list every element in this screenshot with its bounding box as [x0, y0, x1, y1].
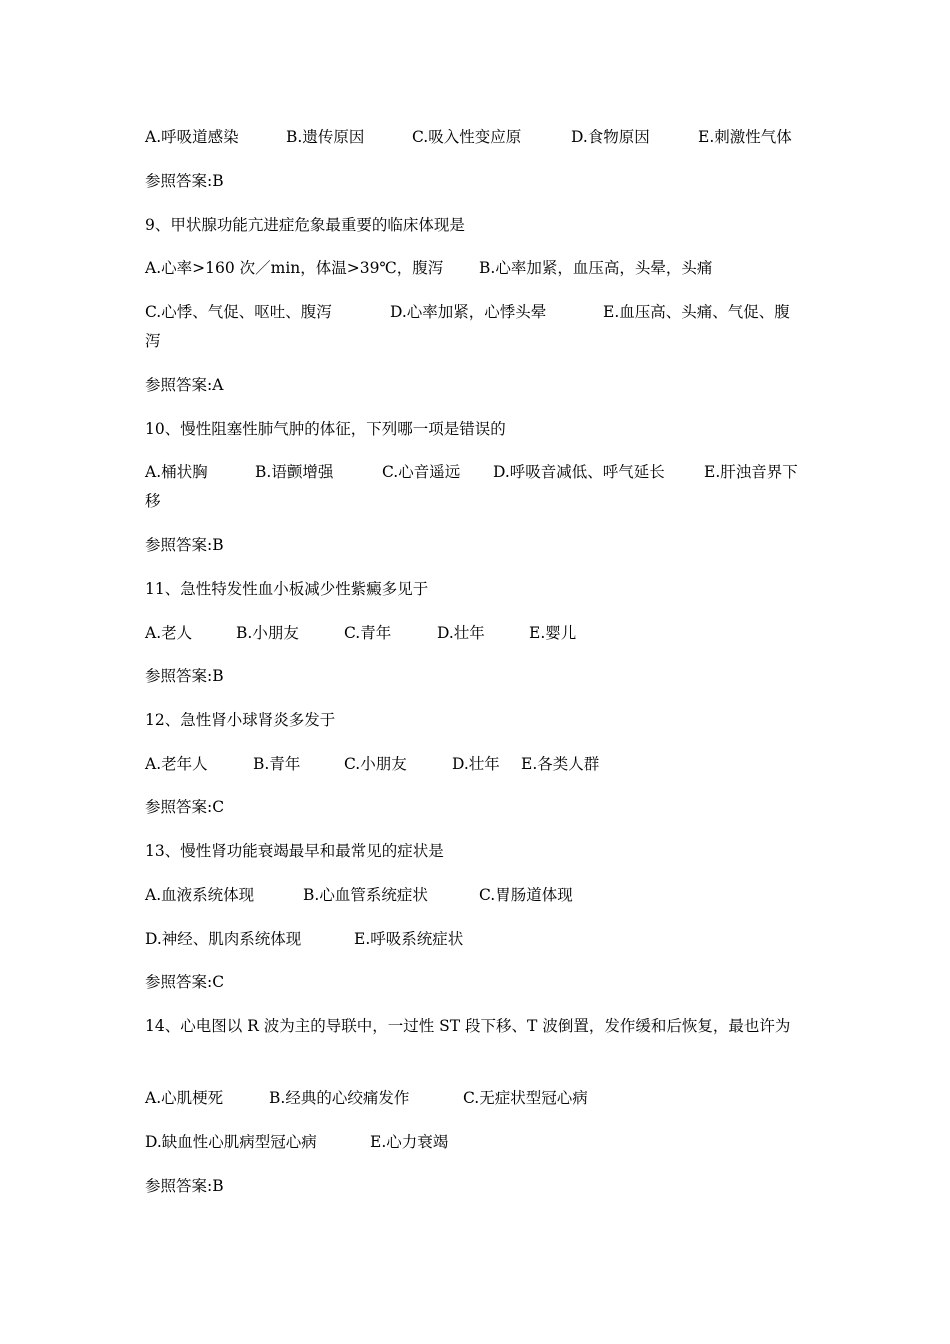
q14-option-d: D.缺血性心肌病型冠心病: [145, 1133, 317, 1151]
q11-answer: 参照答案:B: [145, 667, 224, 685]
q12-option-c: C.小朋友: [344, 755, 407, 773]
q11-option-e: E.婴儿: [529, 624, 577, 642]
q8-option-d: D.食物原因: [571, 128, 650, 146]
q12-question: 12、急性肾小球肾炎多发于: [145, 711, 336, 729]
q11-option-a: A.老人: [145, 624, 193, 642]
q14-option-e: E.心力衰竭: [370, 1133, 449, 1151]
q10-option-a: A.桶状胸: [145, 463, 208, 481]
q13-option-d: D.神经、肌肉系统体现: [145, 930, 302, 948]
q10-option-b: B.语颤增强: [255, 463, 334, 481]
q12-option-b: B.青年: [253, 755, 301, 773]
q10-question: 10、慢性阻塞性肺气肿的体征，下列哪一项是错误的: [145, 420, 506, 438]
q14-answer: 参照答案:B: [145, 1177, 224, 1195]
q8-option-c: C.吸入性变应原: [412, 128, 522, 146]
q13-option-c: C.胃肠道体现: [479, 886, 573, 904]
q9-option-d: D.心率加紧，心悸头晕: [390, 303, 547, 321]
q14-option-c: C.无症状型冠心病: [463, 1089, 588, 1107]
q10-option-e-wrap: 移: [145, 492, 161, 510]
q11-question: 11、急性特发性血小板减少性紫癜多见于: [145, 580, 429, 598]
q14-option-a: A.心肌梗死: [145, 1089, 224, 1107]
q12-option-a: A.老年人: [145, 755, 208, 773]
q13-option-a: A.血液系统体现: [145, 886, 255, 904]
q8-option-a: A.呼吸道感染: [145, 128, 239, 146]
q9-option-e-wrap: 泻: [145, 332, 161, 350]
q10-option-d: D.呼吸音减低、呼气延长: [493, 463, 665, 481]
q11-option-d: D.壮年: [437, 624, 485, 642]
q12-answer: 参照答案:C: [145, 798, 225, 816]
q12-option-d: D.壮年: [452, 755, 500, 773]
q9-option-c: C.心悸、气促、呕吐、腹泻: [145, 303, 332, 321]
q13-option-b: B.心血管系统症状: [303, 886, 428, 904]
q11-option-b: B.小朋友: [236, 624, 299, 642]
q13-option-e: E.呼吸系统症状: [354, 930, 464, 948]
q9-option-e: E.血压高、头痛、气促、腹: [603, 303, 790, 321]
q14-question: 14、心电图以 R 波为主的导联中，一过性 ST 段下移、T 波倒置，发作缓和后恢复，最也许为: [145, 1017, 791, 1035]
q8-option-b: B.遗传原因: [286, 128, 365, 146]
q10-answer: 参照答案:B: [145, 536, 224, 554]
q10-option-e: E.肝浊音界下: [704, 463, 798, 481]
q9-answer: 参照答案:A: [145, 376, 224, 394]
q9-option-b: B.心率加紧，血压高，头晕，头痛: [479, 259, 713, 277]
q10-option-c: C.心音遥远: [382, 463, 461, 481]
q9-option-a: A.心率>160 次／min，体温>39℃，腹泻: [145, 259, 444, 277]
q13-answer: 参照答案:C: [145, 973, 225, 991]
q14-option-b: B.经典的心绞痛发作: [269, 1089, 410, 1107]
q12-option-e: E.各类人群: [521, 755, 600, 773]
q13-question: 13、慢性肾功能衰竭最早和最常见的症状是: [145, 842, 444, 860]
q9-question: 9、甲状腺功能亢进症危象最重要的临床体现是: [145, 216, 465, 234]
q11-option-c: C.青年: [344, 624, 392, 642]
q8-answer: 参照答案:B: [145, 172, 224, 190]
q8-option-e: E.刺激性气体: [698, 128, 792, 146]
